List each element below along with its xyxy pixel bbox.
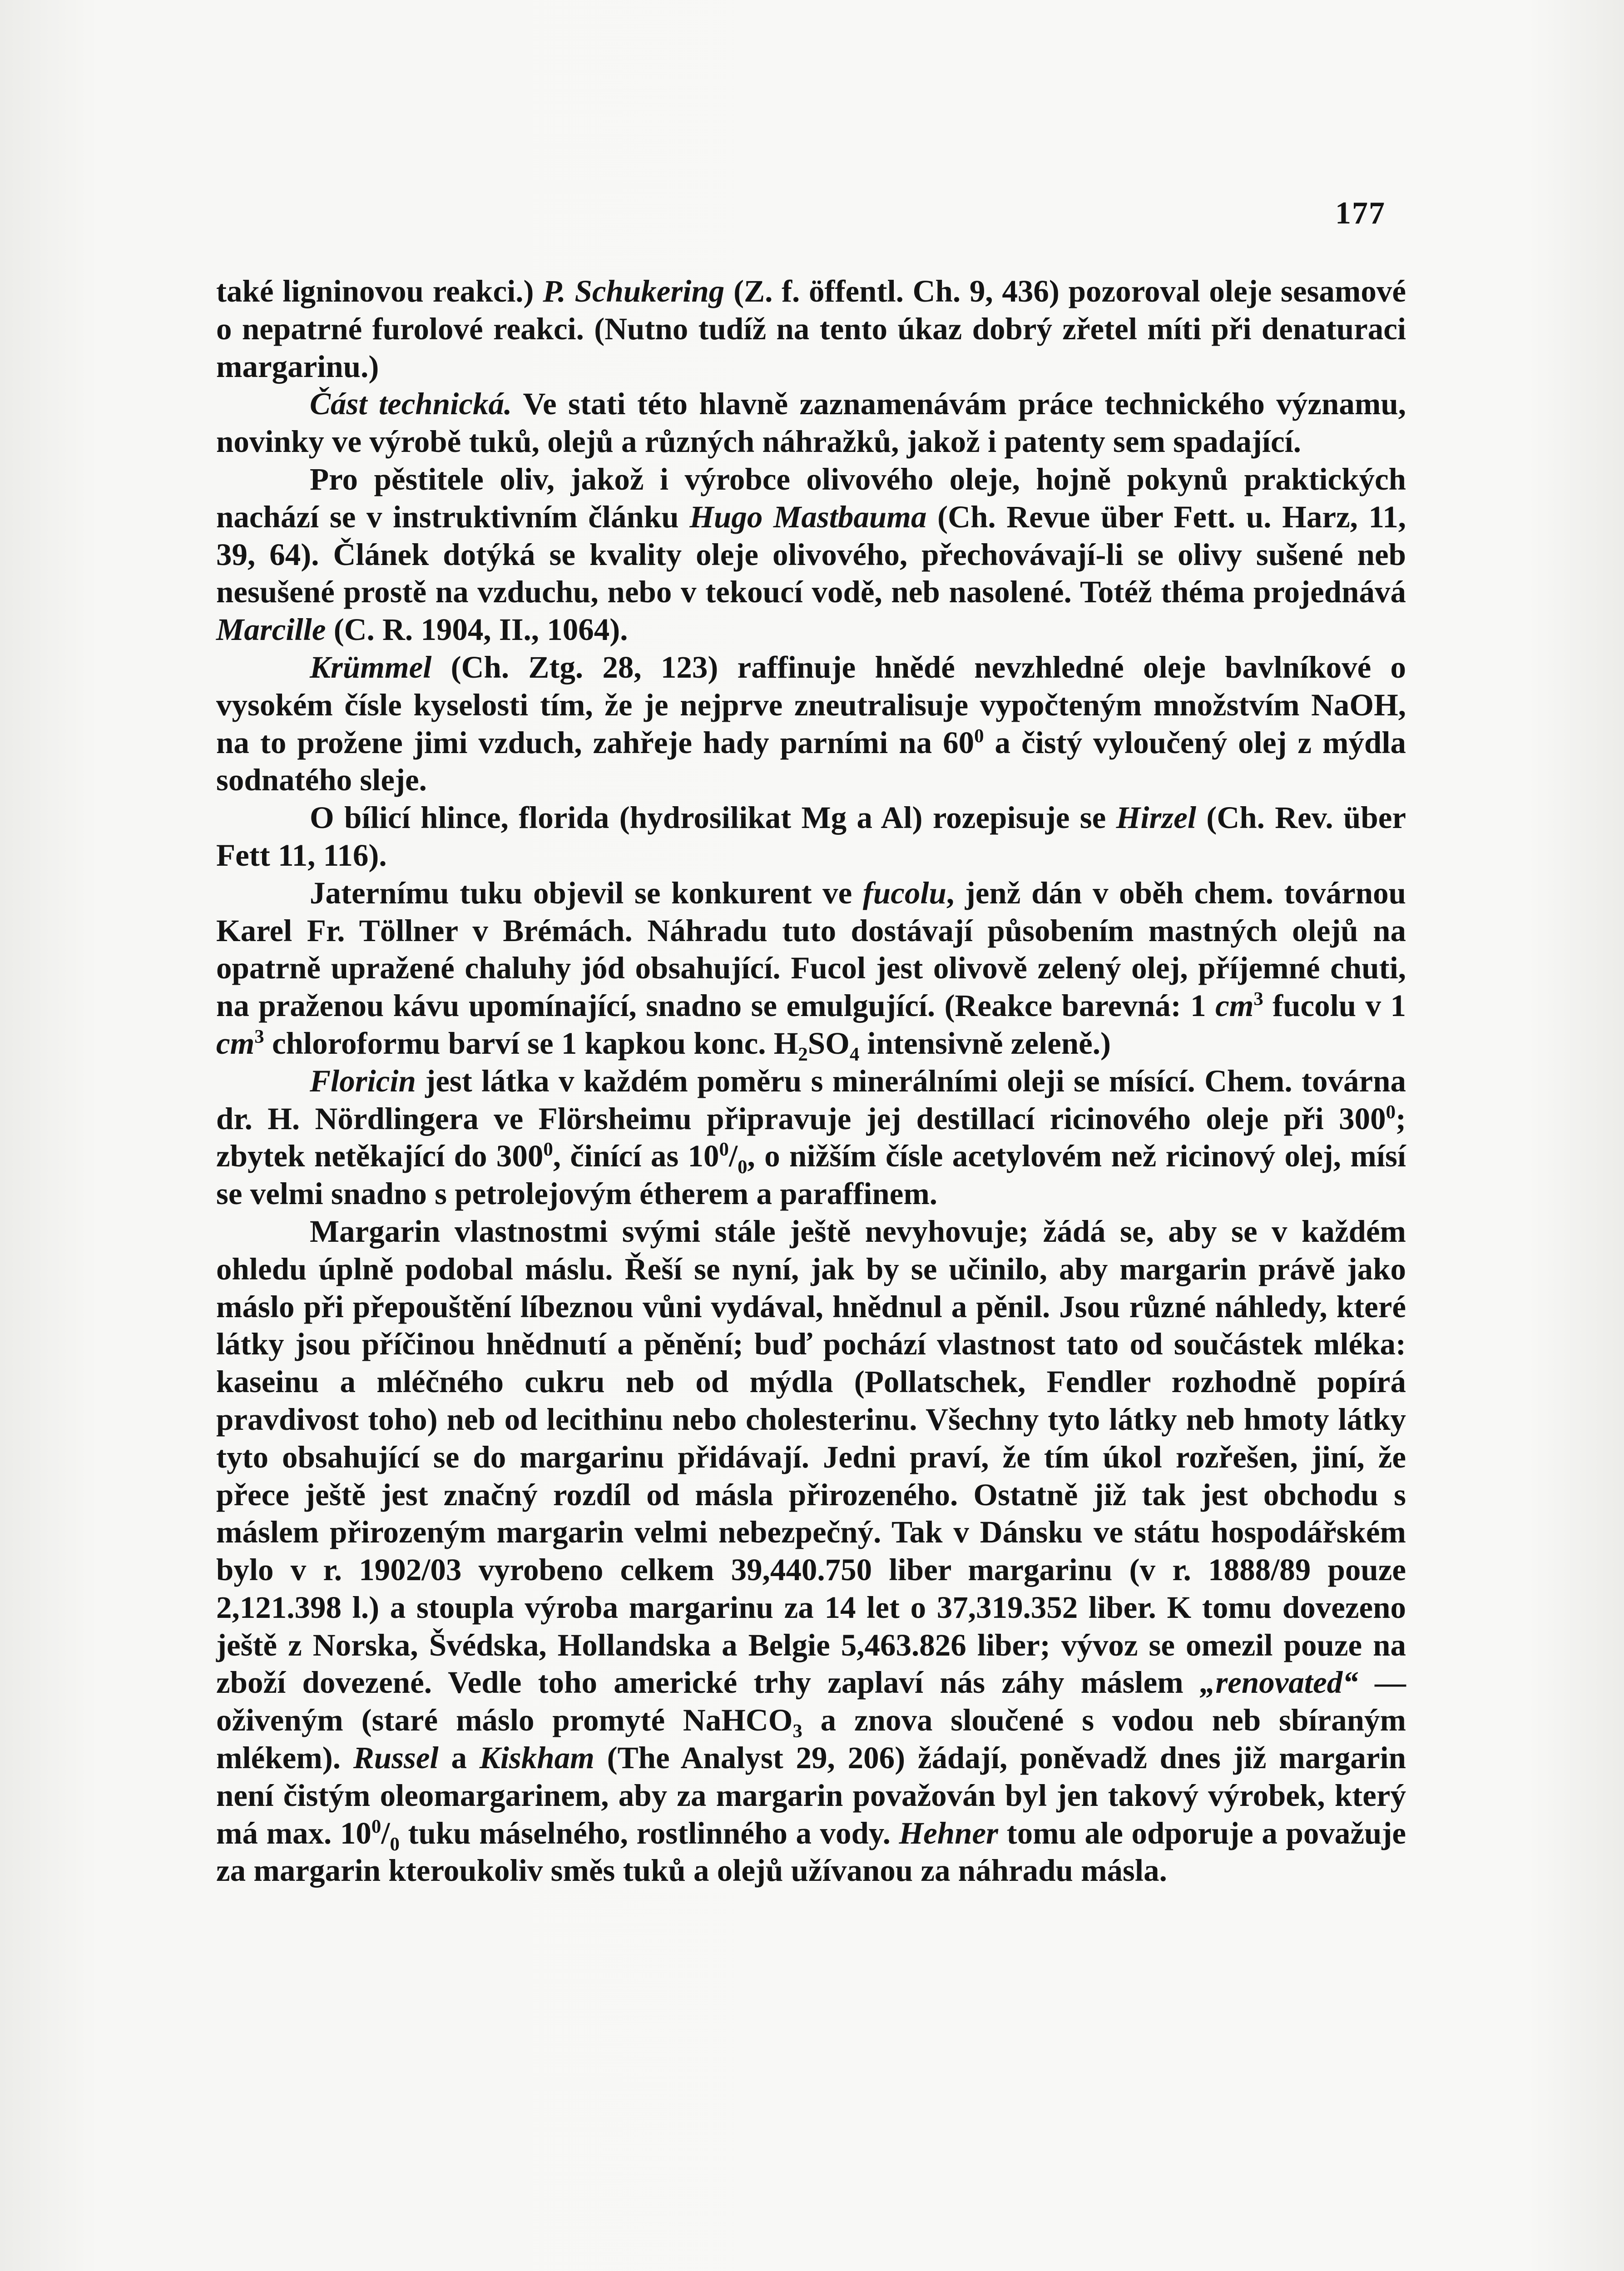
text-run: fucolu v 1	[1263, 988, 1406, 1023]
text-run: (Ch. Ztg. 28, 123) raffinuje hnědé nevzhledné oleje bavlníkové o vysokém čísle kyselosti tím, že je nejprve zneutralisuje vypočteným množstvím NaOH, na to prožene jimi vzduch, zahřeje hady parními na 60	[216, 650, 1406, 760]
paragraph-p7	[216, 1062, 1406, 1213]
text-run: (Ch. Rev. über Fett 11, 116).	[216, 800, 1406, 873]
italic-run: Kiskham	[479, 1740, 594, 1775]
paragraph-p1	[216, 273, 1406, 385]
text-run: , o nižším čísle acetylovém než ricinový olej, mísí se velmi snadno s petrolejovým étherem a paraffinem.	[216, 1139, 1406, 1211]
text-run: intensivně zeleně.)	[859, 1026, 1111, 1061]
superscript: 0	[1386, 1101, 1396, 1123]
text-run: chloroformu barví se 1 kapkou konc. H	[264, 1026, 798, 1061]
page-number: 177	[1335, 196, 1386, 231]
text-run: (Ch. Revue über Fett. u. Harz, 11, 39, 64). Článek dotýká se kvality oleje olivového, přechovávají-li se olivy sušené neb nesušené prostě na vzduchu, nebo v tekoucí vodě, neb nasolené. Totéž théma projednává	[216, 499, 1406, 610]
superscript: 3	[1253, 988, 1263, 1010]
superscript: 0	[543, 1139, 553, 1160]
subscript: 0	[390, 1833, 400, 1855]
italic-run: cm	[216, 1026, 255, 1061]
text-run: také ligninovou reakci.)	[216, 274, 543, 308]
text-run: a čistý vyloučený olej z mýdla sodnatého sleje.	[216, 725, 1406, 798]
text-run: , jenž dán v oběh chem. továrnou Karel Fr. Töllner v Brémách. Náhradu tuto dostávají působením mastných olejů na opatrně upražené chaluhy jód obsahující. Fucol jest olivově zelený olej, příjemné chuti, na praženou kávu upomínající, snadno se emulgující. (Reakce barevná: 1	[216, 875, 1406, 1023]
body-text	[216, 273, 1406, 1889]
italic-run: Část technická.	[310, 387, 512, 421]
paragraph-p5	[216, 799, 1406, 874]
italic-run: fucolu	[862, 875, 946, 910]
italic-run: Krümmel	[310, 650, 432, 684]
text-run: tuku máselného, rostlinného a vody.	[399, 1815, 899, 1850]
text-run: Ve stati této hlavně zaznamenávám práce technického významu, novinky ve výrobě tuků, olejů a různých náhražků, jakož i patenty sem spadající.	[216, 387, 1406, 459]
text-run: a znova sloučené s vodou neb sbíraným mlékem).	[216, 1703, 1406, 1775]
subscript: 2	[798, 1043, 808, 1065]
text-run: jest látka v každém poměru s minerálními oleji se mísící. Chem. továrna dr. H. Nördlingera ve Flörsheimu připravuje jej destillací ricinového oleje při 300	[216, 1063, 1406, 1136]
text-run: Pro pěstitele oliv, jakož i výrobce olivového oleje, hojně pokynů praktických nachází se v instruktivním článku	[216, 461, 1406, 534]
text-run: /	[728, 1139, 738, 1174]
superscript: 3	[254, 1026, 264, 1047]
text-run: SO	[807, 1026, 850, 1061]
text-run: Jaternímu tuku objevil se konkurent ve	[310, 875, 863, 910]
superscript: 0	[371, 1815, 381, 1837]
text-run: (C. R. 1904, II., 1064).	[326, 612, 628, 647]
text-run: (The Analyst 29, 206) žádají, poněvadž dnes již margarin není čistým oleomargarinem, aby za margarin považován byl jen takový výrobek, který má max. 10	[216, 1740, 1406, 1850]
superscript: 0	[974, 725, 984, 747]
italic-run: Hugo Mastbauma	[689, 499, 927, 534]
paragraph-p3	[216, 461, 1406, 649]
text-run: a	[438, 1740, 480, 1775]
paragraph-p4	[216, 649, 1406, 799]
paragraph-p6	[216, 874, 1406, 1065]
text-run: ; zbytek netěkající do 300	[216, 1101, 1406, 1174]
italic-run: Hehner	[899, 1815, 999, 1850]
subscript: 3	[792, 1721, 802, 1742]
italic-run: Hirzel	[1116, 800, 1197, 835]
subscript: 0	[738, 1156, 748, 1178]
superscript: 0	[719, 1139, 729, 1160]
italic-run: „renovated“	[1199, 1665, 1358, 1700]
text-run: , činící as 10	[553, 1139, 719, 1174]
text-run: (Z. f. öffentl. Ch. 9, 436) pozoroval oleje sesamové o nepatrné furolové reakci. (Nutno tudíž na tento úkaz dobrý zřetel míti při denaturaci margarinu.)	[216, 274, 1406, 384]
italic-run: cm	[1215, 988, 1254, 1023]
italic-run: Floricin	[310, 1063, 416, 1098]
paragraph-p2	[216, 385, 1406, 461]
italic-run: Marcille	[216, 612, 326, 647]
text-run: tomu ale odporuje a považuje za margarin kteroukoliv směs tuků a olejů užívanou za náhradu másla.	[216, 1815, 1406, 1888]
text-run: /	[381, 1815, 390, 1850]
italic-run: Russel	[353, 1740, 439, 1775]
italic-run: P. Schukering	[543, 274, 725, 308]
paragraph-p8	[216, 1213, 1406, 1889]
text-run: O bílicí hlince, florida (hydrosilikat Mg a Al) rozepisuje se	[310, 800, 1116, 835]
text-run: Margarin vlastnostmi svými stále ještě nevyhovuje; žádá se, aby se v každém ohledu úplně podobal máslu. Řeší se nyní, jak by se učinilo, aby margarin právě jako máslo při přepouštění líbeznou vůni vydával, hnědnul a pěnil. Jsou různé náhledy, které látky jsou příčinou hnědnutí a pěnění; buď pochází vlastnost tato od součástek mléka: kaseinu a mléčného cukru neb od mýdla (Pollatschek, Fendler rozhodně popírá pravdivost toho) neb od lecithinu nebo cholesterinu. Všechny tyto látky neb hmoty látky tyto obsahující se do margarinu přidávají. Jedni praví, že tím úkol rozřešen, jiní, že přece ještě jest značný rozdíl od másla přirozeného. Ostatně již tak jest obchodu s máslem přirozeným margarin velmi nebezpečný. Tak v Dánsku ve státu hospodářském bylo v r. 1902/03 vyrobeno celkem 39,440.750 liber margarinu (v r. 1888/89 pouze 2,121.398 l.) a stoupla výroba margarinu za 14 let o 37,319.352 liber. K tomu dovezeno ještě z Norska, Švédska, Hollandska a Belgie 5,463.826 liber; vývoz se omezil pouze na zboží dovezené. Vedle toho americké trhy zaplaví nás záhy máslem	[216, 1214, 1406, 1700]
text-run: — oživeným (staré máslo promyté NaHCO	[216, 1665, 1406, 1738]
subscript: 4	[849, 1043, 860, 1065]
